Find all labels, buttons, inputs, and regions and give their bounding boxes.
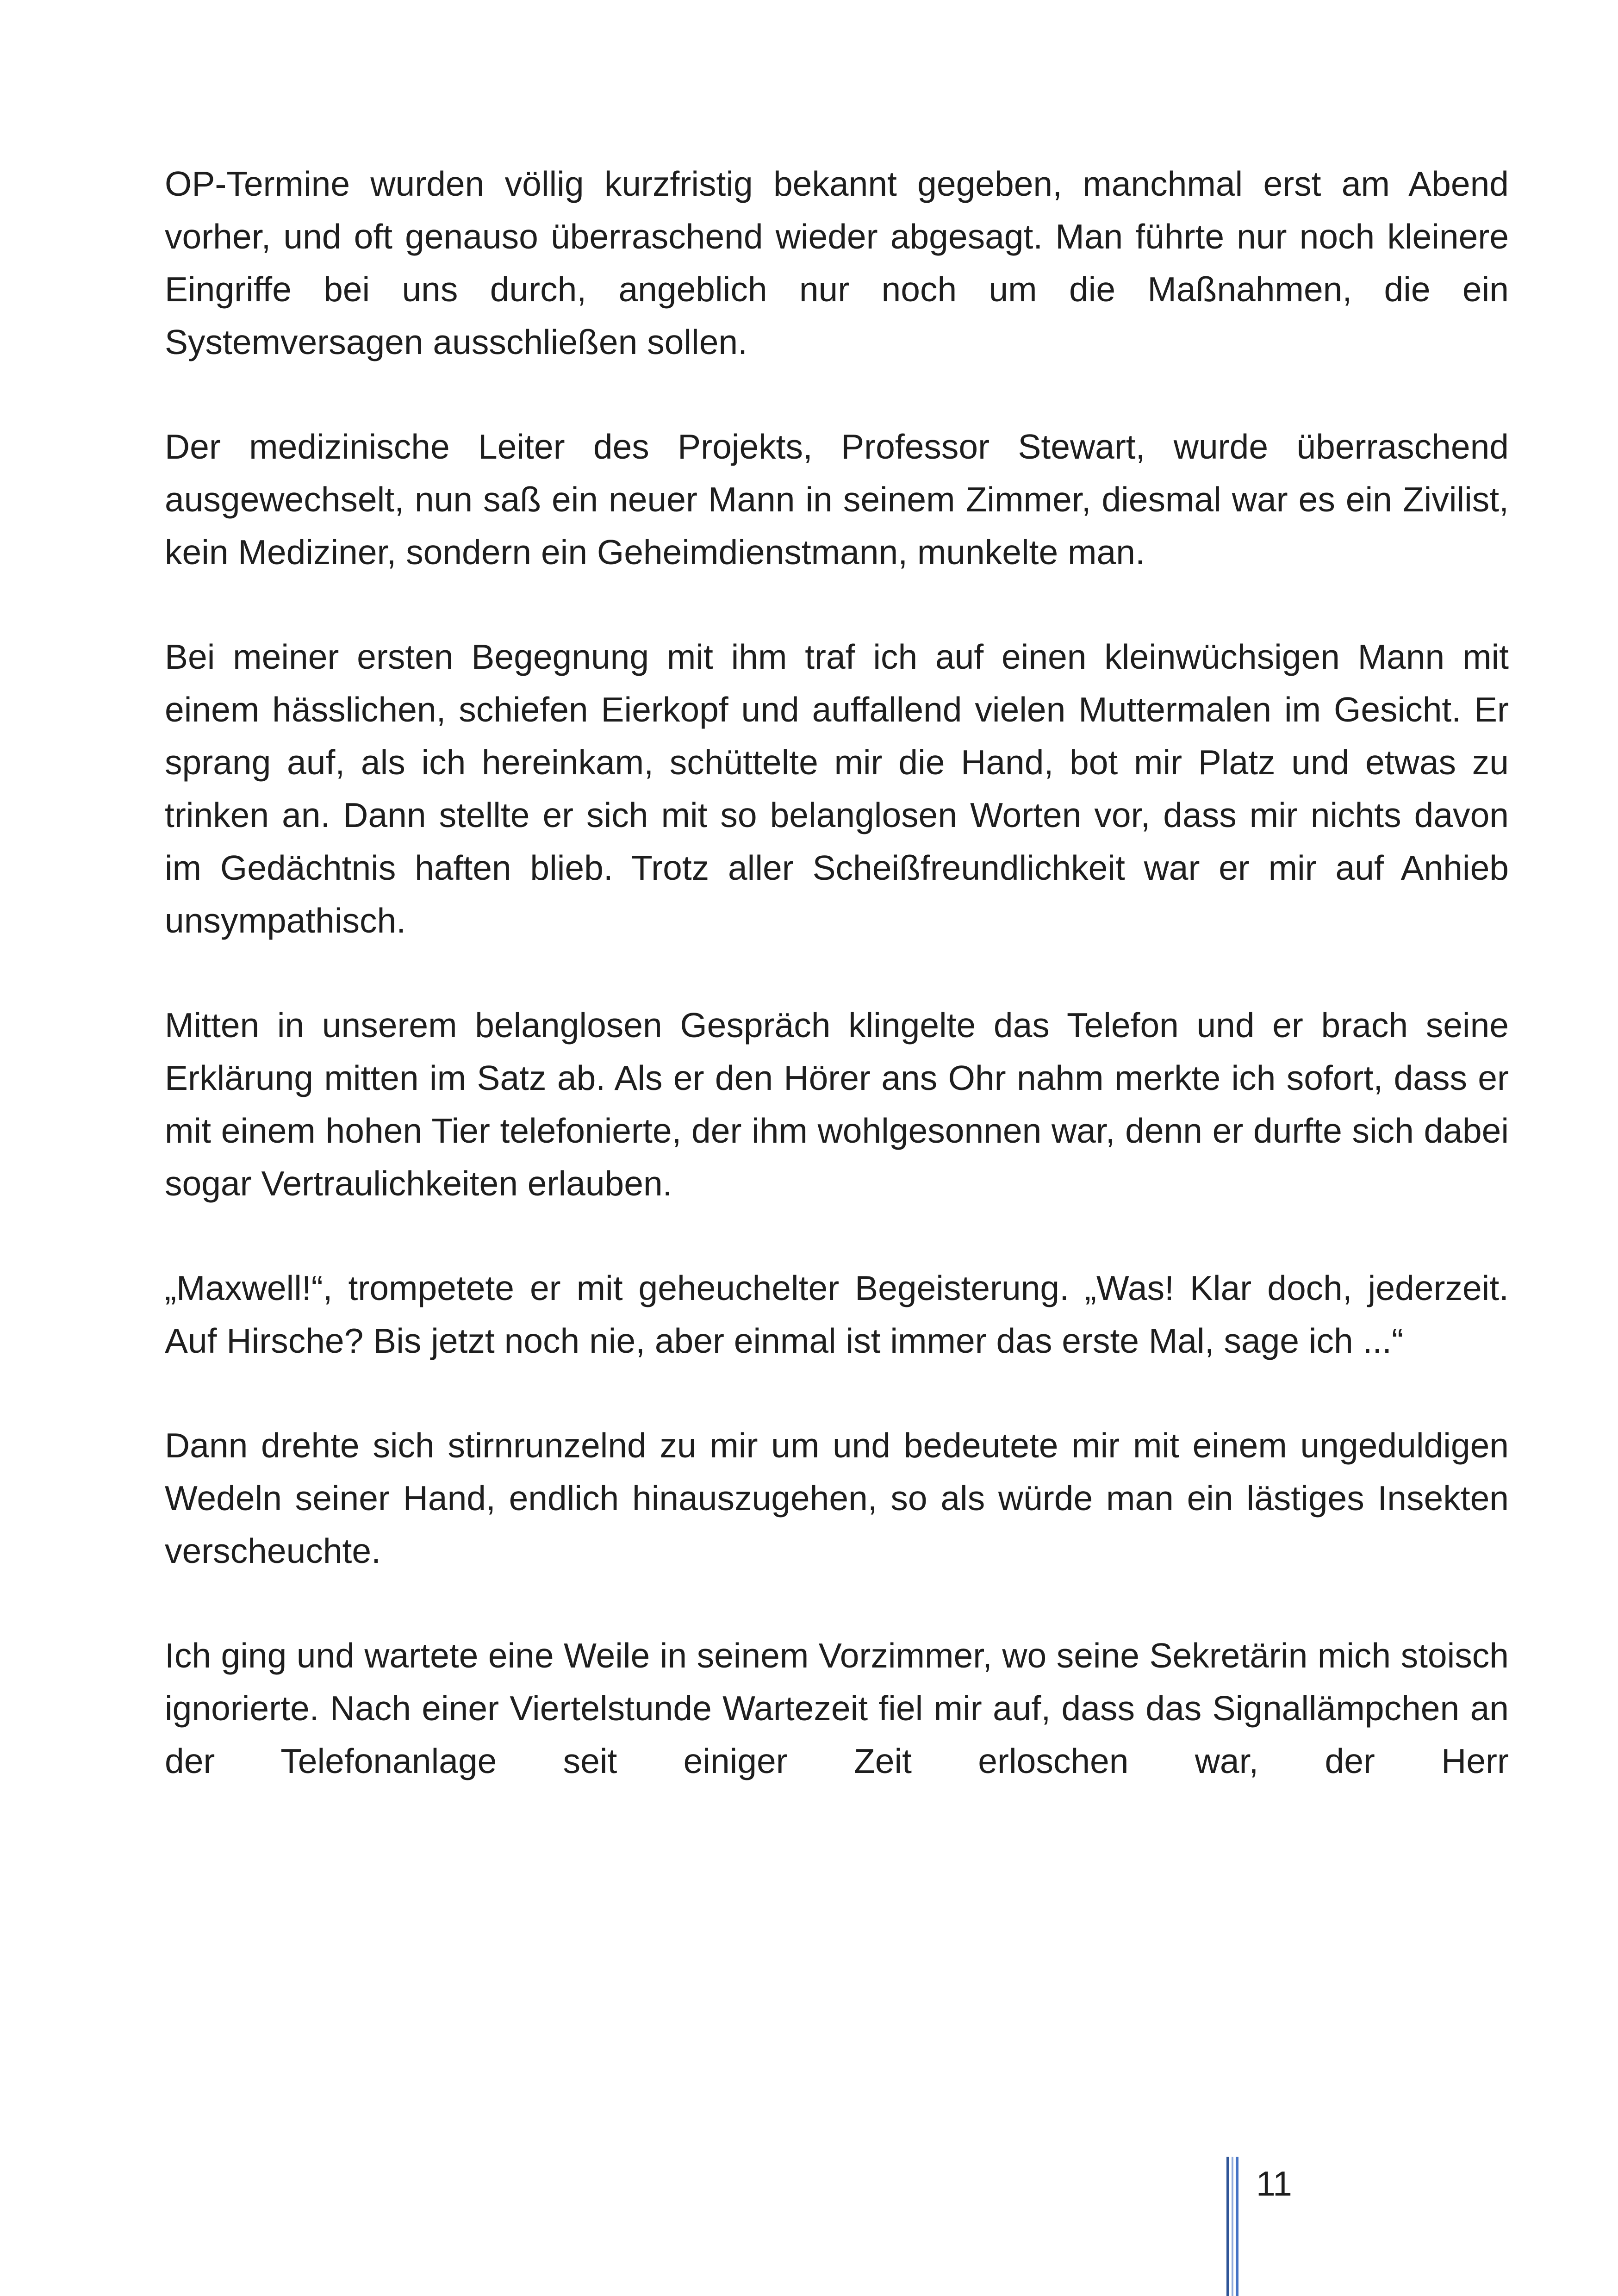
paragraph-4: Mitten in unserem belanglosen Gespräch klingelte das Telefon und er brach seine Erklärung mitten im Satz ab. Als er den Hörer ans Ohr nahm merkte ich sofort, dass er mit einem hohen Tier telefonierte, der ihm wohlgesonnen war, denn er durfte sich dabei sogar Vertraulichkeiten erlauben.: [165, 1006, 1509, 1203]
rule-line-dark: [1226, 2157, 1229, 2296]
page-number: 11: [1256, 2164, 1292, 2203]
rule-line-mid: [1236, 2157, 1238, 2296]
paragraph-7: Ich ging und wartete eine Weile in seinem Vorzimmer, wo seine Sekretärin mich stoisch ignorierte. Nach einer Viertelstunde Wartezeit fiel mir auf, dass das Signallämpchen an der Telefonanlage seit einiger Zeit erloschen war, der Herr: [165, 1636, 1509, 1780]
paragraph-5: „Maxwell!“, trompetete er mit geheuchelter Begeisterung. „Was! Klar doch, jederzeit. Auf Hirsche? Bis jetzt noch nie, aber einmal ist immer das erste Mal, sage ich ...“: [165, 1269, 1509, 1360]
body-text: [165, 157, 1509, 1787]
paragraph-1: OP-Termine wurden völlig kurzfristig bekannt gegeben, manchmal erst am Abend vorher, und oft genauso überraschend wieder abgesagt. Man führte nur noch kleinere Eingriffe bei uns durch, angeblich nur noch um die Maßnahmen, die ein Systemversagen ausschließen sollen.: [165, 164, 1509, 361]
page-number-rule: [1226, 2157, 1239, 2296]
rule-line-light: [1232, 2157, 1233, 2296]
paragraph-6: Dann drehte sich stirnrunzelnd zu mir um und bedeutete mir mit einem ungeduldigen Wedeln seiner Hand, endlich hinauszugehen, so als würde man ein lästiges Insekten verscheuchte.: [165, 1426, 1509, 1570]
paragraph-3: Bei meiner ersten Begegnung mit ihm traf ich auf einen kleinwüchsigen Mann mit einem hässlichen, schiefen Eierkopf und auffallend vielen Muttermalen im Gesicht. Er sprang auf, als ich hereinkam, schüttelte mir die Hand, bot mir Platz und etwas zu trinken an. Dann stellte er sich mit so belanglosen Worten vor, dass mir nichts davon im Gedächtnis haften blieb. Trotz aller Scheißfreundlichkeit war er mir auf Anhieb unsympathisch.: [165, 637, 1509, 940]
paragraph-2: Der medizinische Leiter des Projekts, Professor Stewart, wurde überraschend ausgewechselt, nun saß ein neuer Mann in seinem Zimmer, diesmal war es ein Zivilist, kein Mediziner, sondern ein Geheimdienstmann, munkelte man.: [165, 427, 1509, 572]
